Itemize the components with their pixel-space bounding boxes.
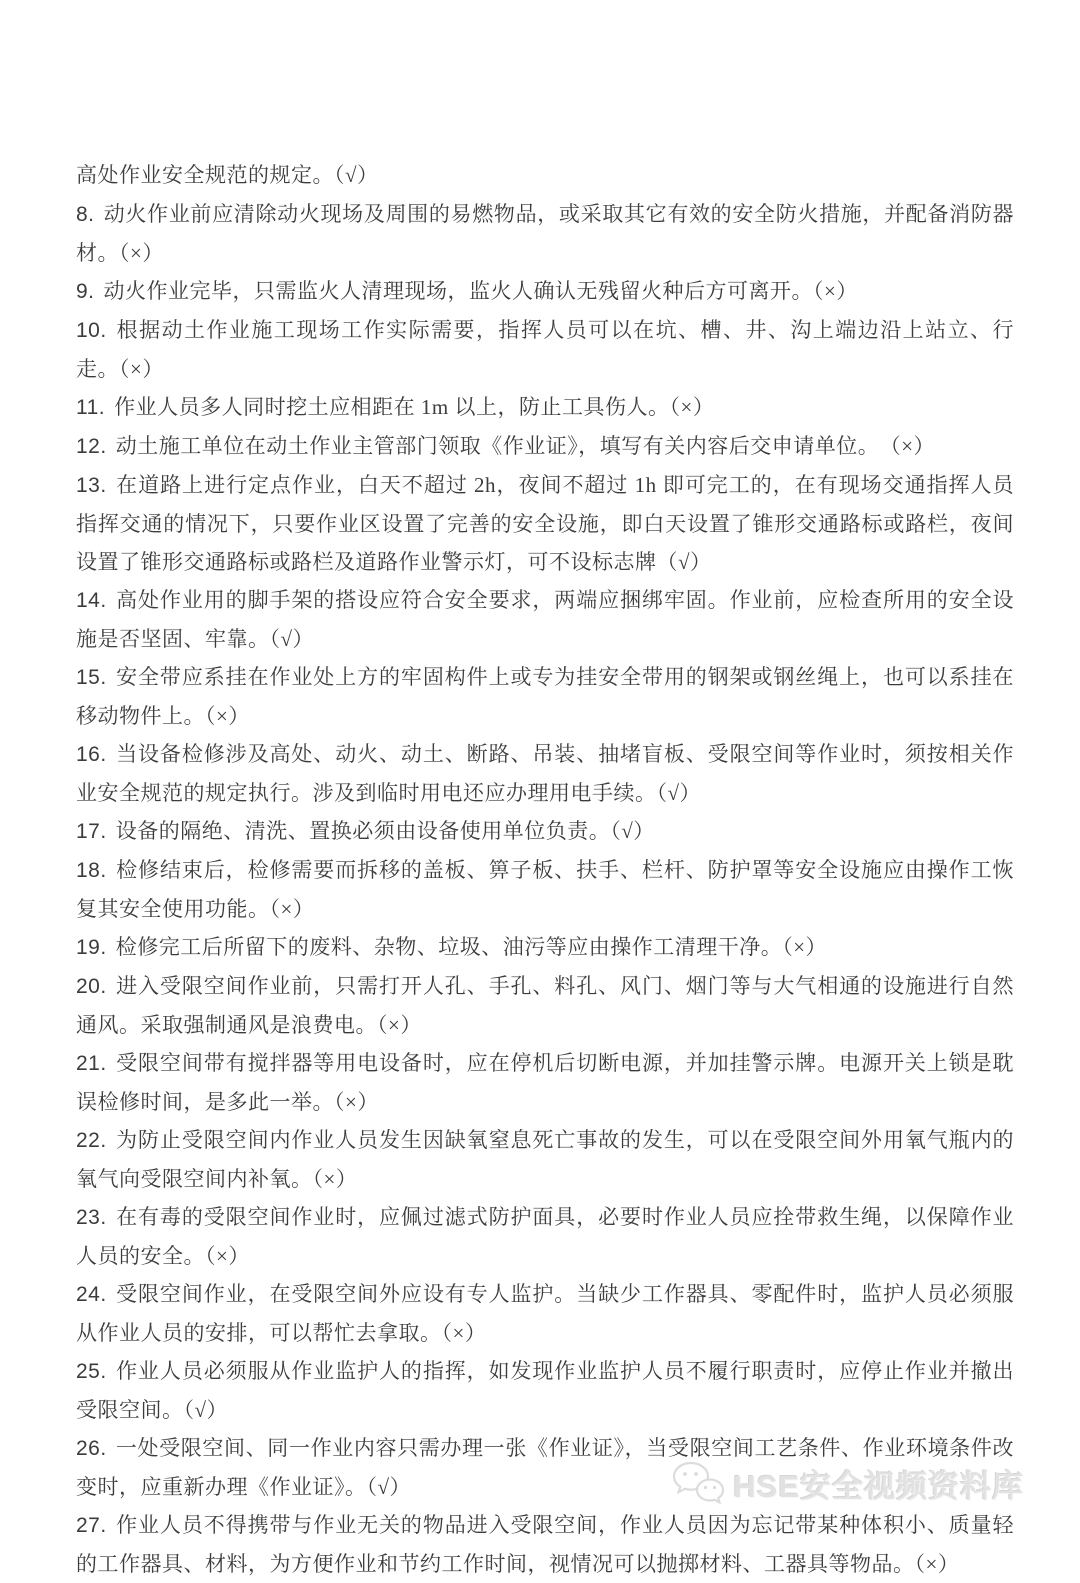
question-number: 12. [76, 435, 107, 458]
question-text: 在有毒的受限空间作业时，应佩过滤式防护面具，必要时作业人员应拴带救生绳，以保障作业人员的安全。 [76, 1205, 1014, 1268]
question-text: 为防止受限空间内作业人员发生因缺氧窒息死亡事故的发生，可以在受限空间外用氧气瓶内的氧气向受限空间内补氧。 [76, 1128, 1014, 1191]
question-answer: （×） [119, 241, 164, 265]
question-number: 26. [76, 1437, 107, 1460]
question-item [76, 388, 1014, 427]
question-answer: （×） [205, 1244, 250, 1268]
question-number: 9. [76, 280, 95, 303]
question-number: 16. [76, 743, 107, 766]
question-answer: （√） [183, 1398, 229, 1422]
question-item [76, 156, 1014, 195]
question-text: 动土施工单位在动土作业主管部门领取《作业证》，填写有关内容后交申请单位。 [115, 434, 891, 458]
question-number: 20. [76, 975, 107, 998]
question-text: 作业人员必须服从作业监护人的指挥，如发现作业监护人员不履行职责时，应停止作业并撤出受限空间。 [76, 1359, 1014, 1422]
question-text: 动火作业前应清除动火现场及周围的易燃物品，或采取其它有效的安全防火措施，并配备消防器材。 [76, 202, 1014, 265]
question-text: 受限空间作业，在受限空间外应设有专人监护。当缺少工作器具、零配件时，监护人员必须服从作业人员的安排，可以帮忙去拿取。 [76, 1282, 1014, 1345]
question-text: 安全带应系挂在作业处上方的牢固构件上或专为挂安全带用的钢架或钢丝绳上，也可以系挂在移动物件上。 [76, 665, 1014, 728]
question-text: 检修结束后，检修需要而拆移的盖板、箅子板、扶手、栏杆、防护罩等安全设施应由操作工恢复其安全使用功能。 [76, 858, 1014, 921]
question-number: 15. [76, 666, 107, 689]
question-answer: （×） [269, 897, 315, 921]
question-text: 在道路上进行定点作业，白天不超过 2h，夜间不超过 1h 即可完工的，在有现场交通指挥人员指挥交通的情况下，只要作业区设置了完善的安全设施，即白天设置了锥形交通路标或路栏，夜间设置了锥形交通路标或路栏及道路作业警示灯，可不设标志牌 [76, 473, 1014, 574]
question-item [76, 581, 1014, 658]
question-number: 13. [76, 474, 107, 497]
question-item [76, 427, 1014, 466]
question-number: 24. [76, 1283, 107, 1306]
question-answer: （×） [205, 704, 250, 728]
watermark-text: HSE安全视频资料库 [733, 1468, 1024, 1504]
question-number: 18. [76, 859, 107, 882]
question-item [76, 272, 1014, 311]
question-answer: （√） [366, 1475, 412, 1499]
question-item [76, 851, 1014, 928]
question-text: 高处作业安全规范的规定。 [76, 163, 334, 187]
question-number: 19. [76, 936, 107, 959]
watermark [670, 1460, 1024, 1506]
question-answer: （×） [890, 434, 936, 458]
question-item [76, 1044, 1014, 1121]
question-answer: （√） [656, 550, 712, 574]
question-item [76, 1275, 1014, 1352]
question-number: 21. [76, 1052, 107, 1075]
question-item [76, 1352, 1014, 1429]
question-text: 作业人员多人同时挖土应相距在 1m 以上，防止工具伤人。 [114, 395, 670, 419]
question-number: 17. [76, 820, 107, 843]
question-number: 10. [76, 319, 107, 342]
question-item [76, 928, 1014, 967]
wechat-icon [670, 1460, 726, 1506]
question-text: 高处作业用的脚手架的搭设应符合安全要求，两端应捆绑牢固。作业前，应检查所用的安全设施是否坚固、牢靠。 [76, 588, 1014, 651]
question-item [76, 735, 1014, 812]
question-answer: （×） [377, 1013, 422, 1037]
question-number: 8. [76, 203, 95, 226]
question-number: 27. [76, 1514, 107, 1537]
question-number: 14. [76, 589, 107, 612]
question-answer: （√） [334, 163, 379, 187]
question-answer: （×） [914, 1552, 960, 1576]
question-item [76, 311, 1014, 388]
question-item [76, 967, 1014, 1044]
question-answer: （×） [441, 1321, 487, 1345]
question-answer: （√） [656, 781, 702, 805]
question-text: 作业人员不得携带与作业无关的物品进入受限空间，作业人员因为忘记带某种体积小、质量轻的工作器具、材料，为方便作业和节约工作时间，视情况可以抛掷材料、工器具等物品。 [76, 1513, 1014, 1576]
question-number: 22. [76, 1129, 107, 1152]
question-answer: （×） [813, 279, 858, 303]
question-item [76, 1506, 1014, 1583]
question-item [76, 195, 1014, 272]
question-item [76, 1198, 1014, 1275]
question-text: 当设备检修涉及高处、动火、动土、断路、吊装、抽堵盲板、受限空间等作业时，须按相关作业安全规范的规定执行。涉及到临时用电还应办理用电手续。 [76, 742, 1014, 805]
question-item [76, 1121, 1014, 1198]
question-text: 进入受限空间作业前，只需打开人孔、手孔、料孔、风门、烟门等与大气相通的设施进行自然通风。采取强制通风是浪费电。 [76, 974, 1014, 1037]
question-number: 11. [76, 396, 106, 419]
question-answer: （×） [782, 935, 828, 959]
question-answer: （×） [119, 357, 164, 381]
question-text: 根据动土作业施工现场工作实际需要，指挥人员可以在坑、槽、井、沟上端边沿上站立、行走。 [76, 318, 1014, 381]
question-item [76, 812, 1014, 851]
question-number: 23. [76, 1206, 107, 1229]
question-list [76, 156, 1014, 1583]
question-item [76, 658, 1014, 735]
question-number: 25. [76, 1360, 107, 1383]
question-answer: （√） [269, 627, 315, 651]
question-answer: （×） [334, 1090, 379, 1114]
question-answer: （×） [312, 1167, 358, 1191]
question-answer: （√） [610, 819, 655, 843]
question-text: 一处受限空间、同一作业内容只需办理一张《作业证》，当受限空间工艺条件、作业环境条件改变时，应重新办理《作业证》。 [76, 1436, 1014, 1499]
question-answer: （×） [669, 395, 715, 419]
question-text: 动火作业完毕，只需监火人清理现场，监火人确认无残留火种后方可离开。 [103, 279, 814, 303]
question-text: 设备的隔绝、清洗、置换必须由设备使用单位负责。 [115, 819, 611, 843]
question-item [76, 466, 1014, 581]
question-text: 受限空间带有搅拌器等用电设备时，应在停机后切断电源，并加挂警示牌。电源开关上锁是耽误检修时间，是多此一举。 [76, 1051, 1014, 1114]
question-text: 检修完工后所留下的废料、杂物、垃圾、油污等应由操作工清理干净。 [115, 935, 783, 959]
